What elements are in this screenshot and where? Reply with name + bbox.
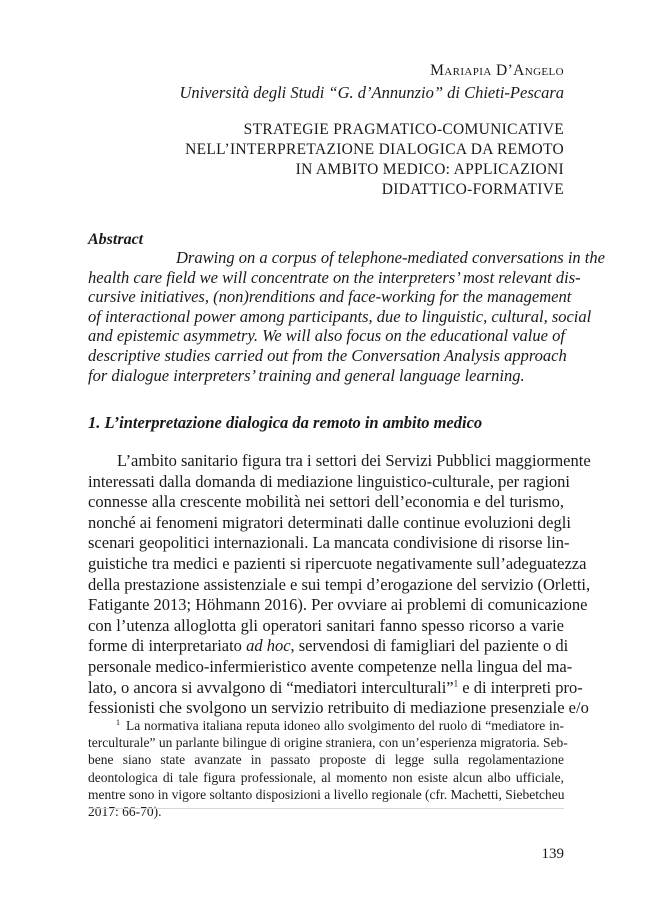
page-number: 139 <box>541 846 564 862</box>
author-affiliation: Università degli Studi “G. d’Annunzio” di Chieti-Pescara <box>179 83 564 102</box>
abstract-line: cursive initiatives, (non)renditions and face-working for the management <box>88 287 572 307</box>
title-line: IN AMBITO MEDICO: APPLICAZIONI <box>295 161 564 178</box>
body-line <box>88 677 583 699</box>
body-line: connesse alla crescente mobilità nei settori dell’economia e del turismo, <box>88 492 564 512</box>
body-text-span: lato, o ancora si avvalgono di “mediatori interculturali” <box>88 677 454 697</box>
abstract-line: and epistemic asymmetry. We will also focus on the educational value of <box>88 326 565 346</box>
abstract-line: for dialogue interpreters’ training and general language learning. <box>88 365 525 385</box>
abstract-line: descriptive studies carried out from the Conversation Analysis approach <box>88 345 567 365</box>
body-text-span: e di interpreti pro- <box>458 677 583 697</box>
body-line: con l’utenza alloglotta gli operatori sanitari fanno spesso ricorso a varie <box>88 615 564 635</box>
section-body <box>88 451 591 719</box>
abstract-line: of interactional power among participants, due to linguistic, cultural, social <box>88 306 592 326</box>
footnote-line: deontologica di tale figura professionale, al momento non esiste alcun albo ufficiale, <box>88 769 564 785</box>
body-line: L’ambito sanitario figura tra i settori dei Servizi Pubblici maggiormente <box>117 451 591 470</box>
body-line: guistiche tra medici e pazienti si ripercuote negativamente sull’adeguatezza <box>88 553 587 573</box>
body-text-span: forme di interpretariato <box>88 636 242 656</box>
body-line: fessionisti che svolgono un servizio retribuito di mediazione presenziale e/o <box>88 698 589 718</box>
footnote <box>88 717 568 820</box>
footnote-line: terculturale” un parlante bilingue di origine straniera, con un’esperienza migratoria. Seb- <box>88 735 568 751</box>
abstract-heading: Abstract <box>88 231 144 248</box>
abstract-line: health care field we will concentrate on the interpreters’ most relevant dis- <box>88 267 581 287</box>
body-line: nonché ai fenomeni migratori determinati dalle continue evoluzioni degli <box>88 512 571 532</box>
title-line: NELL’INTERPRETAZIONE DIALOGICA DA REMOTO <box>185 141 564 158</box>
title-line: DIDATTICO-FORMATIVE <box>381 181 564 198</box>
footnote-line: mentre sono in vigore soltanto disposizioni a livello regionale (cfr. Machetti, Siebetcheu <box>88 786 565 802</box>
author-name: Mariapia D’Angelo <box>430 62 564 79</box>
footnote-text: La normativa italiana reputa idoneo allo svolgimento del ruolo di “mediatore in- <box>126 718 564 733</box>
body-line: interessati dalla domanda di mediazione linguistico-culturale, per ragioni <box>88 471 571 491</box>
body-line <box>88 636 569 657</box>
footnote-line: bene siano state avanzate in passato proposte di legge sulla regolamentazione <box>88 752 564 768</box>
body-line: scenari geopolitici internazionali. La mancata condivisione di risorse lin- <box>88 533 570 553</box>
footnote-marker: 1 <box>116 717 120 727</box>
footnote-reference: 1 <box>453 678 459 689</box>
footnote-line: 2017: 66-70). <box>88 804 162 820</box>
footer-divider <box>88 808 564 809</box>
body-line: personale medico-infermieristico avente competenze nella lingua del ma- <box>88 656 573 676</box>
abstract-body <box>88 248 605 385</box>
body-line: Fatigante 2013; Höhmann 2016). Per ovviare ai problemi di comunicazione <box>88 595 588 615</box>
article-title <box>144 120 564 200</box>
body-italic-span: ad hoc <box>246 636 291 656</box>
body-text-span: , servendosi di famigliari del paziente o di <box>290 636 569 656</box>
body-line: della prestazione assistenziale e sui tempi d’erogazione del servizio (Orletti, <box>88 574 591 594</box>
abstract-line: Drawing on a corpus of telephone-mediated conversations in the <box>176 248 605 267</box>
title-line: STRATEGIE PRAGMATICO-COMUNICATIVE <box>243 121 564 138</box>
footnote-line <box>88 717 564 734</box>
section-heading: 1. L’interpretazione dialogica da remoto in ambito medico <box>88 413 483 432</box>
